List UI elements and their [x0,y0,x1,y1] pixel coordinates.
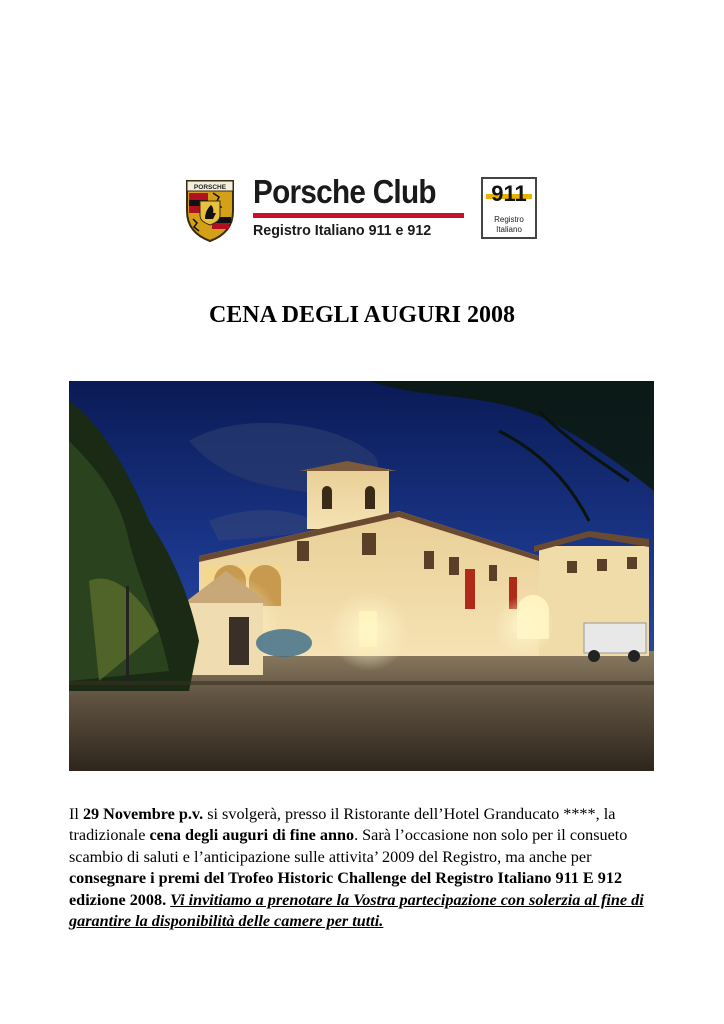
brand-subtitle: Registro Italiano 911 e 912 [253,222,432,239]
badge-number: 911 [491,181,527,206]
text-location: si svolgerà, presso il Ristorante dell’Hotel Granducato ****, la tradizionale [69,805,616,845]
reservation-request: Vi invitiamo a prenotare la Vostra partecipazione con solerzia al fine di garantire la disponibilità delle camere per tutti. [69,890,644,931]
hotel-courtyard-photo [69,381,654,771]
page-title: CENA DEGLI AUGURI 2008 [208,302,516,328]
invitation-paragraph [69,804,661,932]
event-date: 29 Novembre p.v. [82,805,204,823]
brand-block [253,175,465,243]
brand-divider [253,213,464,218]
text-intro: Il [69,805,83,823]
awards-text: consegnare i premi del Trofeo Historic Challenge del Registro Italiano 911 E 912 edizione 2008. [69,869,623,909]
porsche-crest-icon [183,177,237,243]
text-occasion: . Sarà l’occasione non solo per il consueto scambio di saluti e l’anticipazione sulle attivita’ 2009 del Registro, ma anche per [69,826,628,866]
registro-badge [481,177,537,239]
event-name: cena degli auguri di fine anno [149,826,355,845]
crest-text: PORSCHE [193,184,227,191]
badge-line-registro: Registro [494,215,524,224]
header-logo [183,175,539,243]
badge-911-icon [486,181,532,207]
badge-line-italiano: Italiano [496,225,522,234]
brand-title: Porsche Club [253,173,436,210]
